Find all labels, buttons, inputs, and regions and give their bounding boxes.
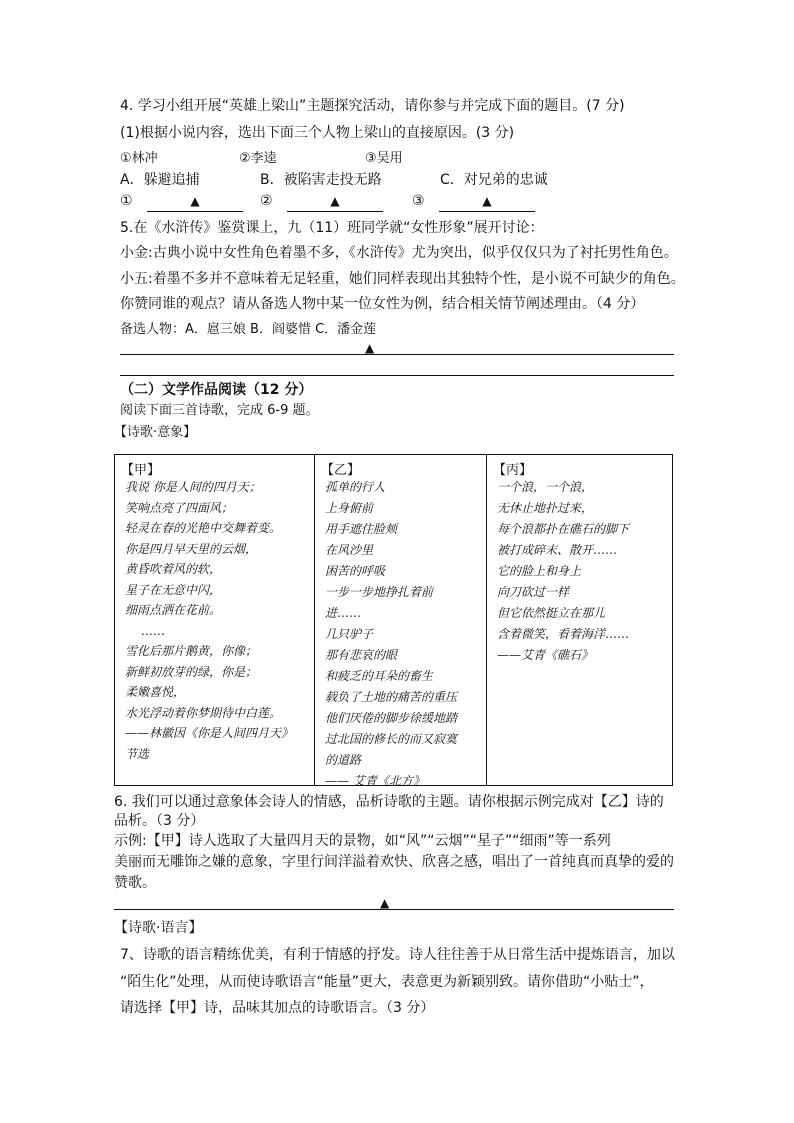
section-heading: （二）文学作品阅读（12 分） xyxy=(120,382,313,398)
poem-line: 我说 你是人间的四月天； xyxy=(125,480,261,494)
poem-line: 几只驴子 xyxy=(325,627,374,641)
section-tag-language: 【诗歌·语言】 xyxy=(114,920,203,936)
poem-line: 节选 xyxy=(125,746,150,761)
poem-line: 他们厌倦的脚步徐缓地踏 xyxy=(325,711,458,725)
poem-line: 雪化后那片鹅黄，你像； xyxy=(125,644,258,658)
q4-person-2: ②李逵 xyxy=(239,151,277,166)
poem-line: 细雨点洒在花前。 xyxy=(125,603,222,617)
answer-line[interactable] xyxy=(114,909,674,910)
q7-line1: 7、诗歌的语言精练优美，有利于情感的抒发。诗人往往善于从日常生活中提炼语言，加以 xyxy=(120,947,675,963)
q4-option-b: B．被陷害走投无路 xyxy=(260,172,382,188)
q5-line3: 你赞同谁的观点？请从备选人物中某一位女性为例，结合相关情节阐述理由。（4 分） xyxy=(120,296,645,312)
poem-line: 含着微笑，看着海洋…… xyxy=(497,627,630,641)
poem-line: 水光浮动着你梦期待中白莲。 xyxy=(125,705,282,720)
poem-line: 它的脸上和身上 xyxy=(497,564,582,578)
q5-line2: 小五:着墨不多并不意味着无足轻重，她们同样表现出其独特个性，是小说不可缺少的角色。 xyxy=(120,271,685,287)
poem-head: 【乙】 xyxy=(321,463,361,478)
answer-triangle: ▲ xyxy=(365,341,375,355)
answer-line[interactable] xyxy=(120,354,674,355)
poem-line: 一步一步地挣扎着前 xyxy=(325,585,434,599)
section-tag-imagery: 【诗歌·意象】 xyxy=(114,425,197,440)
poem-line: 和疲乏的耳朵的畜生 xyxy=(325,669,434,683)
poem-line: 笑响点亮了四面风； xyxy=(125,500,234,515)
poem-line: 上身俯前 xyxy=(325,501,374,515)
answer-triangle: ▲ xyxy=(380,896,390,910)
poem-line: 星子在无意中闪， xyxy=(125,582,222,597)
poem-line: 在风沙里 xyxy=(325,543,374,557)
q4-sub1: (1)根据小说内容，选出下面三个人物上梁山的直接原因。(3 分) xyxy=(120,125,515,141)
poem-line: 你是四月早天里的云烟， xyxy=(125,541,258,556)
poem-line: …… xyxy=(125,623,165,638)
section-intro: 阅读下面三首诗歌，完成 6-9 题。 xyxy=(120,403,319,418)
poem-line: 那有悲哀的眼 xyxy=(325,648,398,662)
answer-label: ② xyxy=(260,193,273,209)
poem-line: 困苦的呼吸 xyxy=(325,564,386,578)
q6-example-3: 赞歌。 xyxy=(114,875,156,891)
poem-line: ——艾青《礁石》 xyxy=(497,648,594,662)
poem-line: 孤单的行人 xyxy=(325,480,386,494)
q4-title: 4. 学习小组开展“英雄上梁山”主题探究活动，请你参与并完成下面的题目。(7 分) xyxy=(120,98,625,114)
poem-line: 载负了土地的痛苦的重压 xyxy=(325,690,458,704)
poem-yi xyxy=(315,455,487,788)
poem-line: ——林徽因《你是人间四月天》 xyxy=(125,726,294,740)
poem-line: 过北国的修长的而又寂寞 xyxy=(325,732,458,746)
q4-answer-2[interactable] xyxy=(260,191,383,212)
poem-lines xyxy=(125,477,293,764)
poem-line: 但它依然挺立在那儿 xyxy=(497,606,606,620)
poem-lines xyxy=(325,477,457,792)
poem-jia xyxy=(115,455,315,785)
q4-person-1: ①林冲 xyxy=(120,151,158,166)
poem-head: 【甲】 xyxy=(121,463,161,478)
q7-line2: “陌生化”处理，从而使诗歌语言“能量”更大，表意更为新颖别致。请你借助“小贴士”， xyxy=(120,974,654,990)
q5-title: 5.在《水浒传》鉴赏课上，九（11）班同学就“女性形象”展开讨论： xyxy=(120,220,544,236)
poem-lines xyxy=(497,477,629,666)
poem-line: 的道路 xyxy=(325,753,362,767)
poem-line: 进…… xyxy=(325,606,362,620)
poem-line: 用手遮住脸颊 xyxy=(325,522,398,536)
poem-line: 无休止地扑过来， xyxy=(497,501,594,515)
q6-line2: 品析。（3 分） xyxy=(114,813,205,829)
poem-head: 【丙】 xyxy=(493,463,533,478)
poem-line: 向刀砍过一样 xyxy=(497,585,570,599)
q4-person-3: ③吴用 xyxy=(365,151,403,166)
poem-line: 被打成碎末、散开…… xyxy=(497,543,618,557)
poem-line: 柔嫩喜悦， xyxy=(125,685,186,699)
poem-line: 每个浪都扑在礁石的脚下 xyxy=(497,522,630,536)
q7-line3: 请选择【甲】诗，品味其加点的诗歌语言。（3 分） xyxy=(120,1000,435,1016)
answer-blank[interactable]: ▲ xyxy=(439,191,535,212)
answer-blank[interactable]: ▲ xyxy=(287,191,383,212)
q5-line4: 备选人物：A．扈三娘 B．阎婆惜 C．潘金莲 xyxy=(120,322,377,337)
poem-line: 黄昏吹着风的软， xyxy=(125,562,222,576)
q4-option-c: C．对兄弟的忠诚 xyxy=(440,172,548,188)
poem-line: 轻灵在春的光艳中交舞着变。 xyxy=(125,521,282,535)
answer-label: ① xyxy=(120,193,133,209)
q5-line1: 小金:古典小说中女性角色着墨不多，《水浒传》尤为突出，似乎仅仅只为了衬托男性角色。 xyxy=(120,245,678,261)
answer-blank[interactable]: ▲ xyxy=(147,191,243,212)
q6-example-1: 示例:【甲】诗人选取了大量四月天的景物，如“风”“云烟”“星子”“细雨”等一系列 xyxy=(114,833,611,849)
section-divider xyxy=(120,375,674,376)
q4-option-a: A．躲避追捕 xyxy=(120,172,200,188)
poem-table xyxy=(114,454,673,786)
poem-line: 新鲜初放芽的绿，你是； xyxy=(125,664,258,679)
poem-bing xyxy=(487,455,672,785)
q4-answer-3[interactable] xyxy=(412,191,535,212)
answer-label: ③ xyxy=(412,193,425,209)
q6-example-2: 美丽而无雕饰之嫌的意象，字里行间洋溢着欢快、欣喜之感，唱出了一首纯真而真挚的爱的 xyxy=(114,854,674,870)
poem-line: —— 艾青《北方》 xyxy=(325,774,425,788)
q6-line1: 6. 我们可以通过意象体会诗人的情感，品析诗歌的主题。请你根据示例完成对【乙】诗的 xyxy=(114,794,664,810)
poem-line: 一个浪，一个浪， xyxy=(497,480,594,494)
q4-answer-1[interactable] xyxy=(120,191,243,212)
